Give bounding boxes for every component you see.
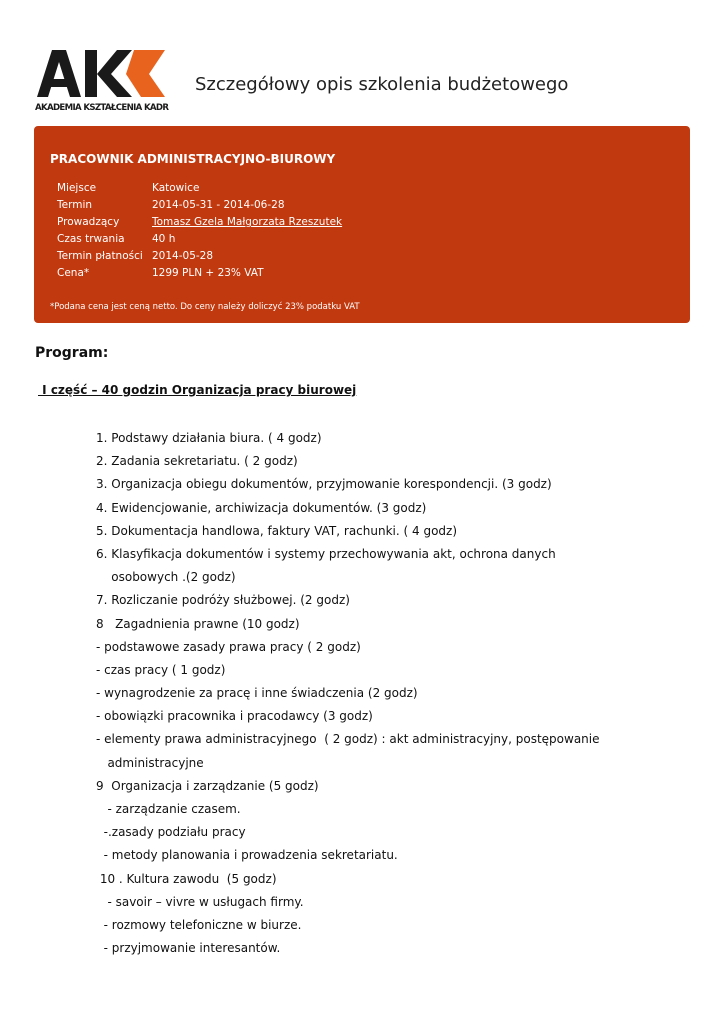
program-heading: Program:	[35, 345, 109, 361]
price-note: *Podana cena jest ceną netto. Do ceny należy doliczyć 23% podatku VAT	[50, 302, 360, 312]
program-line: - elementy prawa administracyjnego ( 2 godz) : akt administracyjny, postępowanie	[96, 732, 600, 747]
detail-label: Miejsce	[57, 182, 97, 194]
program-line: -.zasady podziału pracy	[96, 825, 246, 840]
detail-label: Czas trwania	[57, 233, 125, 246]
program-line: - rozmowy telefoniczne w biurze.	[96, 917, 302, 932]
part-heading: I część – 40 godzin Organizacja pracy biurowej	[38, 383, 357, 397]
program-line: 7. Rozliczanie podróży służbowej. (2 godz)	[96, 593, 350, 608]
program-line: 10 . Kultura zawodu (5 godz)	[96, 871, 277, 886]
detail-label: Termin płatności	[57, 250, 143, 263]
program-line: 4. Ewidencjowanie, archiwizacja dokumentów. (3 godz)	[96, 500, 427, 515]
course-title: PRACOWNIK ADMINISTRACYJNO-BIUROWY	[50, 152, 336, 166]
program-line: 6. Klasyfikacja dokumentów i systemy przechowywania akt, ochrona danych	[96, 546, 556, 561]
detail-value: 1299 PLN + 23% VAT	[152, 267, 264, 280]
program-line: 9 Organizacja i zarządzanie (5 godz)	[96, 778, 319, 793]
program-line: - czas pracy ( 1 godz)	[96, 662, 226, 677]
program-line: - wynagrodzenie za pracę i inne świadczenia (2 godz)	[96, 686, 418, 701]
detail-value: 2014-05-31 - 2014-06-28	[152, 199, 285, 212]
detail-row-duration	[57, 231, 342, 248]
program-line: - obowiązki pracownika i pracodawcy (3 godz)	[96, 709, 373, 724]
program-line: - zarządzanie czasem.	[96, 802, 241, 816]
program-line: 1. Podstawy działania biura. ( 4 godz)	[96, 431, 322, 445]
detail-row-trainers	[57, 214, 342, 231]
program-line: - podstawowe zasady prawa pracy ( 2 godz)	[96, 639, 361, 654]
logo-subtitle: AKADEMIA KSZTAŁCENIA KADR	[35, 103, 169, 113]
detail-row-location	[57, 180, 342, 197]
detail-label: Prowadzący	[57, 216, 120, 229]
page-title: Szczegółowy opis szkolenia budżetowego	[195, 74, 569, 95]
detail-value: 40 h	[152, 233, 176, 246]
trainers-link[interactable]: Tomasz Gzela Małgorzata Rzeszutek	[152, 216, 343, 229]
program-line: - przyjmowanie interesantów.	[96, 941, 281, 956]
course-details	[57, 180, 342, 283]
akk-logo	[35, 47, 175, 113]
program-line: 5. Dokumentacja handlowa, faktury VAT, rachunki. ( 4 godz)	[96, 523, 458, 538]
program-line: - savoir – vivre w usługach firmy.	[96, 894, 304, 909]
detail-row-dates	[57, 197, 342, 214]
detail-row-payment-due	[57, 248, 342, 265]
program-line: 3. Organizacja obiegu dokumentów, przyjmowanie korespondencji. (3 godz)	[96, 477, 552, 492]
detail-row-price	[57, 265, 342, 282]
program-line: 2. Zadania sekretariatu. ( 2 godz)	[96, 454, 298, 469]
program-line: - metody planowania i prowadzenia sekretariatu.	[96, 848, 398, 863]
detail-value: Katowice	[152, 182, 200, 194]
program-list	[96, 427, 600, 960]
detail-label: Cena*	[57, 267, 90, 280]
detail-value: 2014-05-28	[152, 250, 214, 263]
detail-label: Termin	[57, 199, 93, 212]
course-banner	[34, 126, 690, 323]
program-line: administracyjne	[96, 755, 204, 770]
program-line: 8 Zagadnienia prawne (10 godz)	[96, 616, 300, 631]
program-line: osobowych .(2 godz)	[96, 570, 236, 585]
